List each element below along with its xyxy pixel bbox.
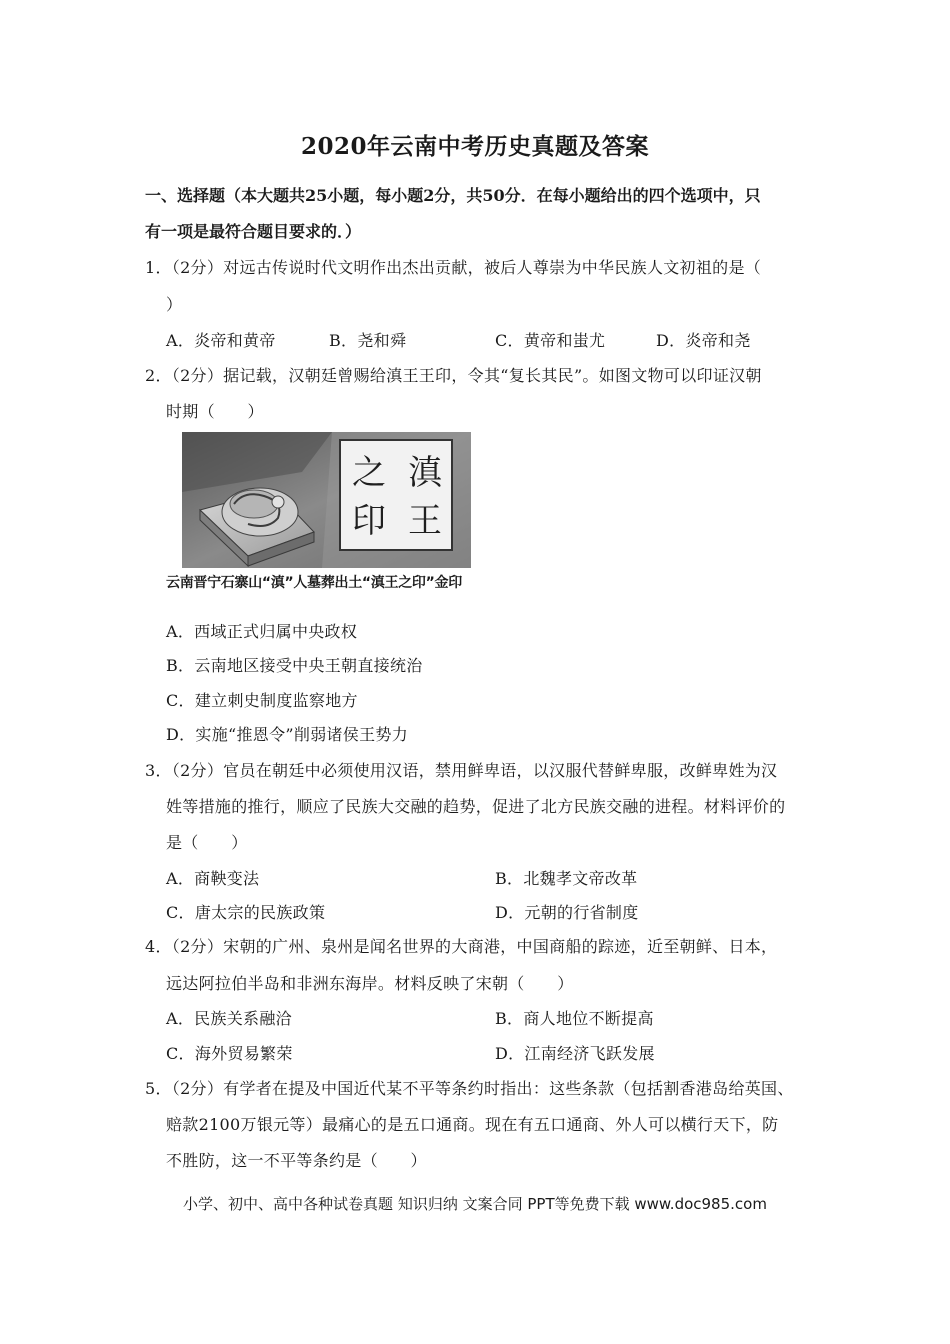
question-1-option-d: D．炎帝和尧 [656, 331, 751, 350]
section-heading-line-1: 一、选择题（本大题共25小题，每小题2分，共50分．在每小题给出的四个选项中，只 [145, 186, 761, 205]
question-3-option-d: D．元朝的行省制度 [495, 903, 639, 922]
question-1-option-b: B．尧和舜 [329, 331, 407, 350]
seal-imprint-char-2: 王 [408, 501, 442, 541]
image-caption: 云南晋宁石寨山“滇”人墓葬出土“滇王之印”金印 [166, 575, 462, 591]
question-4-option-d: D．江南经济飞跃发展 [495, 1044, 655, 1063]
question-1-stem-cont: ） [166, 295, 183, 314]
question-3-stem-cont-2: 是（ ） [166, 833, 248, 852]
page-title: 2020年云南中考历史真题及答案 [300, 133, 649, 160]
question-3-stem-cont-1: 姓等措施的推行，顺应了民族大交融的趋势，促进了北方民族交融的进程。材料评价的 [166, 797, 786, 816]
question-5-stem-cont-1: 赔款2100万银元等）最痛心的是五口通商。现在有五口通商、外人可以横行天下，防 [166, 1115, 779, 1134]
section-heading-line-2: 有一项是最符合题目要求的．） [145, 222, 362, 241]
question-3-option-c: C．唐太宗的民族政策 [166, 903, 326, 922]
page-footer: 小学、初中、高中各种试卷真题 知识归纳 文案合同 PPT等免费下载 www.doc985.com [183, 1195, 767, 1213]
question-3-stem: 3．（2分）官员在朝廷中必须使用汉语，禁用鲜卑语，以汉服代替鲜卑服，改鲜卑姓为汉 [145, 761, 778, 780]
seal-imprint-char-4: 印 [352, 501, 386, 541]
question-5-stem-cont-2: 不胜防，这一不平等条约是（ ） [166, 1151, 427, 1170]
seal-imprint-char-1: 滇 [408, 453, 442, 493]
question-2-stem-cont: 时期（ ） [166, 402, 264, 421]
question-2-option-a: A．西域正式归属中央政权 [166, 622, 358, 641]
question-4-option-b: B．商人地位不断提高 [495, 1009, 654, 1028]
question-3-option-b: B．北魏孝文帝改革 [495, 869, 638, 888]
question-4-stem: 4．（2分）宋朝的广州、泉州是闻名世界的大商港，中国商船的踪迹，近至朝鲜、日本， [145, 937, 778, 956]
question-2-stem: 2．（2分）据记载，汉朝廷曾赐给滇王王印，令其“复长其民”。如图文物可以印证汉朝 [145, 366, 762, 385]
question-1-option-c: C．黄帝和蚩尤 [495, 331, 606, 350]
question-1-stem: 1．（2分）对远古传说时代文明作出杰出贡献，被后人尊崇为中华民族人文初祖的是（ [145, 258, 762, 277]
question-2-option-c: C．建立刺史制度监察地方 [166, 691, 358, 710]
question-5-stem: 5．（2分）有学者在提及中国近代某不平等条约时指出：这些条款（包括割香港岛给英国、 [145, 1079, 794, 1098]
question-1-option-a: A．炎帝和黄帝 [166, 331, 276, 350]
question-2-option-b: B．云南地区接受中央王朝直接统治 [166, 656, 423, 675]
gold-seal-photo [182, 432, 471, 568]
question-2-option-d: D．实施“推恩令”削弱诸侯王势力 [166, 725, 408, 744]
question-4-option-c: C．海外贸易繁荣 [166, 1044, 293, 1063]
question-4-stem-cont: 远达阿拉伯半岛和非洲东海岸。材料反映了宋朝（ ） [166, 974, 574, 993]
question-4-option-a: A．民族关系融洽 [166, 1009, 292, 1028]
question-3-option-a: A．商鞅变法 [166, 869, 260, 888]
seal-imprint-char-3: 之 [352, 453, 386, 493]
